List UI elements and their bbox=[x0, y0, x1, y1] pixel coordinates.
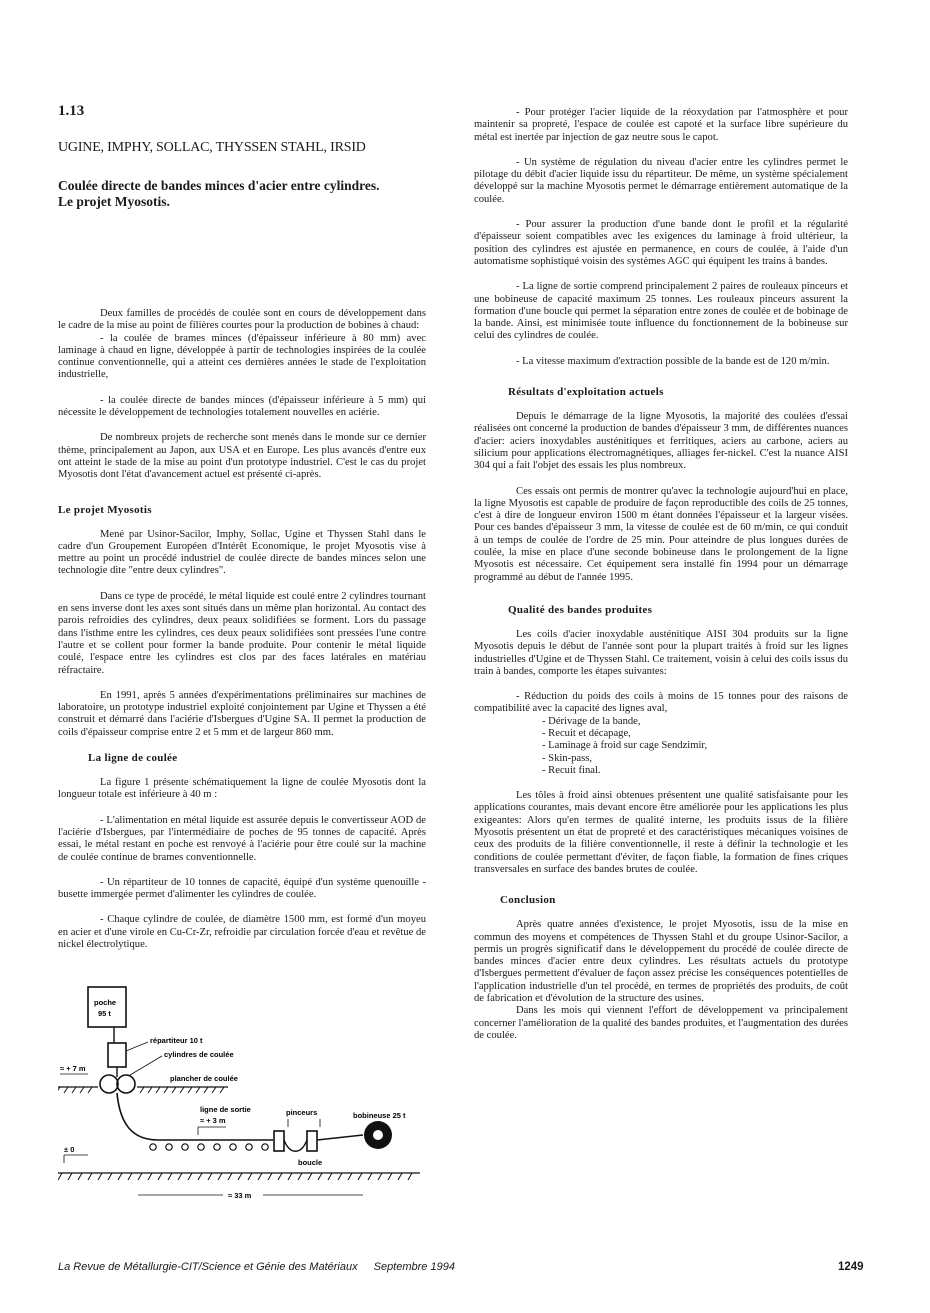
list-item: - Réduction du poids des coils à moins de 15 tonnes pour des raisons de compatibilité avec la capacité des lignes aval, bbox=[474, 691, 848, 715]
ladle-shape bbox=[88, 987, 126, 1027]
paragraph: - Chaque cylindre de coulée, de diamètre 1500 mm, est formé d'un moyeu en acier et d'une virole en Cu-Cr-Zr, refroidie par circulation forcée d'eau et revêtue de nickel électrolytique. bbox=[58, 914, 426, 950]
paragraph: - La vitesse maximum d'extraction possible de la bande est de 120 m/min. bbox=[516, 355, 830, 367]
paragraph: La figure 1 présente schématiquement la ligne de coulée Myosotis dont la longueur totale est inférieure à 40 m : bbox=[58, 777, 426, 801]
section-heading-projet: Le projet Myosotis bbox=[58, 503, 152, 516]
authors: UGINE, IMPHY, SOLLAC, THYSSEN STAHL, IRSID bbox=[58, 140, 366, 155]
article-title-line2: Le projet Myosotis. bbox=[58, 194, 170, 209]
loop-label: boucle bbox=[298, 1158, 323, 1167]
tundish-shape bbox=[108, 1043, 126, 1067]
footer-journal bbox=[58, 1261, 455, 1273]
exit-line-label: ligne de sortie bbox=[200, 1105, 251, 1114]
list-item: - Laminage à froid sur cage Sendzimir, bbox=[542, 740, 708, 752]
casting-line-diagram bbox=[58, 985, 428, 1210]
paragraph: En 1991, après 5 années d'expérimentations préliminaires sur machines de laboratoire, un prototype industriel exploité conjointement par Ugine et Thyssen a été construit et démarré dans l'aciérie d'Isbergues d'Ugine SA. Il permet la production de coils d'épaisseur comprise entre 2 et 5 mm et de largeur 860 mm. bbox=[58, 689, 426, 738]
issue-date: Septembre 1994 bbox=[373, 1261, 455, 1273]
journal-name: La Revue de Métallurgie-CIT/Science et Génie des Matériaux bbox=[58, 1261, 358, 1273]
paragraph: - La ligne de sortie comprend principalement 2 paires de rouleaux pinceurs et une bobineuse de capacité maximum 25 tonnes. Les rouleaux pinceurs assurent la formation d'une boucle qui permet la séparation entre zones de coulée et de bobinage de la bande. Ainsi, est minimisée toute influence du fonctionnement de la bobineuse sur celui des cylindres de coulée. bbox=[474, 281, 848, 342]
paragraph: Depuis le démarrage de la ligne Myosotis, la majorité des coulées d'essai réalisées ont concerné la production de bandes d'épaisseur 3 mm, de différentes nuances d'acier: aciers inoxydables austénitiques et ferritiques, aciers au carbone, aciers au silicium pour applications électromagnétiques, alliages fer-nickel. C'est la nuance AISI 304 qui a fait l'objet des essais les plus nombreux. bbox=[474, 411, 848, 472]
tundish-label: répartiteur 10 t bbox=[150, 1036, 203, 1045]
casting-roll-left bbox=[100, 1075, 118, 1093]
rolls-label: cylindres de coulée bbox=[164, 1050, 234, 1059]
paragraph: - Pour protéger l'acier liquide de la réoxydation par l'atmosphère et pour maintenir sa propreté, l'espace de coulée est capoté et la surface libre supérieure du métal est inertée par injection de gaz neutre sous le capot. bbox=[474, 107, 848, 143]
list-item: - Skin-pass, bbox=[542, 752, 593, 764]
section-heading-qualite: Qualité des bandes produites bbox=[508, 603, 653, 616]
level-mid-label: ≈ + 3 m bbox=[200, 1116, 226, 1125]
coiler-label: bobineuse 25 t bbox=[353, 1111, 406, 1120]
left-column bbox=[58, 103, 426, 951]
paragraph: - Un système de régulation du niveau d'acier entre les cylindres permet le pilotage du débit d'acier liquide issu du répartiteur. De même, un système spécialement développé sur la machine Myosotis permet le démarrage entièrement automatique de la coulée. bbox=[474, 156, 848, 205]
paragraph: Dans les mois qui viennent l'effort de développement va principalement concerner l'amélioration de la qualité des bandes produites, et l'augmentation des durées de coulée. bbox=[474, 1005, 848, 1041]
paragraph: Les tôles à froid ainsi obtenues présentent une qualité satisfaisante pour les applications courantes, mais devant encore être améliorée pour les applications les plus exigeantes: Alors qu'en termes de qualité interne, les produits issus de la filière Myosotis présentent un état de propreté et des caractéristiques mécaniques voisines de ceux des produits de la filière conventionnelle, il reste à définir la technologie et les conditions de coulée permettant d'éviter, de façon fiable, la formation de fines criques transversales en surface des bandes brutes de coulée. bbox=[474, 790, 848, 875]
paragraph: Les coils d'acier inoxydable austénitique AISI 304 produits sur la ligne Myosotis depuis le début de l'année sont pour la plupart traités à froid sur les lignes industrielles d'Ugine et de Thyssen Stahl. Ce traitement, voisin à celui des coils issus du train à bandes, comporte les étapes suivantes: bbox=[474, 628, 848, 677]
paragraph: Après quatre années d'existence, le projet Myosotis, issu de la mise en commun des moyens et compétences de Thyssen Stahl et du groupe Usinor-Sacilor, a permis un progrès significatif dans le développement du procédé de coulée directe de bandes minces d'acier entre deux cylindres. Les résultats actuels du prototype d'Isbergues permettent d'évaluer de façon assez précise les conséquences potentielles de l'application industrielle d'un tel procédé, en termes de propriétés des produits, de coût de fabrication et d'évolution de la structure des usines. bbox=[474, 919, 848, 1005]
article-title-line1: Coulée directe de bandes minces d'acier entre cylindres. bbox=[58, 178, 380, 193]
paragraph: Dans ce type de procédé, le métal liquide est coulé entre 2 cylindres tournant en sens inverse dont les axes sont situés dans un même plan horizontal. Au contact des parois refroidies des cylindres, deux peaux solidifiées se forment. Lors du passage dans l'isthme entre les cylindres, ces deux peaux solidifiées sont pressées l'une contre l'autre et se collent pour former la bande produite. Pour contenir le métal liquide coulé, l'espace entre les cylindres est clos par des faces latérales en matériau réfractaire. bbox=[58, 590, 426, 676]
paragraph: Mené par Usinor-Sacilor, Imphy, Sollac, Ugine et Thyssen Stahl dans le cadre d'un Groupement Européen d'Intérêt Economique, le projet Myosotis vise à mettre au point un procédé industriel de coulée directe de bandes minces selon une technologie dite "entre deux cylindres". bbox=[58, 528, 426, 577]
paragraph: De nombreux projets de recherche sont menés dans le monde sur ce dernier thème, principalement au Japon, aux USA et en Europe. Les plus avancés d'entre eux ont atteint le stade de la mise au point d'un prototype industriel. C'est le cas du projet Myosotis dont l'état d'avancement actuel est présenté ci-après. bbox=[58, 432, 426, 481]
pinch-roll-2 bbox=[307, 1131, 317, 1151]
floor-label: plancher de coulée bbox=[170, 1074, 238, 1083]
paragraph: - la coulée directe de bandes minces (d'épaisseur inférieure à 5 mm) qui nécessite le développement de technologies totalement nouvelles en aciérie. bbox=[58, 394, 426, 419]
ladle-capacity: 95 t bbox=[98, 1009, 111, 1018]
section-heading-resultats: Résultats d'exploitation actuels bbox=[508, 386, 664, 399]
ladle-label: poche bbox=[94, 998, 117, 1007]
level-zero-label: ± 0 bbox=[64, 1145, 75, 1154]
section-heading-ligne: La ligne de coulée bbox=[88, 752, 178, 765]
list-item: - Dérivage de la bande, bbox=[542, 715, 641, 727]
pinch-rolls-label: pinceurs bbox=[286, 1108, 318, 1117]
paragraph: - Un répartiteur de 10 tonnes de capacité, équipé d'un système quenouille - busette immergée permet d'alimenter les cylindres de coulée. bbox=[58, 876, 426, 901]
section-number: 1.13 bbox=[58, 103, 85, 119]
level-top-label: ≈ + 7 m bbox=[60, 1064, 86, 1073]
paragraph: Deux familles de procédés de coulée sont en cours de développement dans le cadre de la mise au point de filières courtes pour la production de bobines à chaud: bbox=[58, 308, 426, 332]
casting-roll-right bbox=[117, 1075, 135, 1093]
treatment-steps-list bbox=[474, 716, 848, 777]
paragraph: - L'alimentation en métal liquide est assurée depuis le convertisseur AOD de l'aciérie d'Isbergues, par l'intermédiaire de poches de 95 tonnes de capacité. Après essai, le métal restant en poche est renvoyé à l'aciérie pour être coulé sur la machine de coulée continue de brames conventionnelle. bbox=[58, 814, 426, 863]
paragraph: - Pour assurer la production d'une bande dont le profil et la régularité d'épaisseur soient compatibles avec les exigences du laminage à froid ultérieur, la position des cylindres est ajustée en permanence, en cours de coulée, à l'aide d'un automatisme sophistiqué voisin des systèmes AGC qui équipent les trains à bandes. bbox=[474, 219, 848, 267]
list-item: - Recuit final. bbox=[542, 764, 601, 776]
figure-casting-line bbox=[58, 985, 428, 1210]
length-label: ≈ 33 m bbox=[228, 1191, 252, 1200]
page-number: 1249 bbox=[838, 1261, 864, 1273]
paragraph: Ces essais ont permis de montrer qu'avec la technologie aujourd'hui en place, la ligne Myosotis est capable de produire de façon reproductible des coils de 25 tonnes, c'est à dire de longueur environ 1500 m étant données l'épaisseur et la largeur visées. Pour ces bandes d'épaisseur 3 mm, la vitesse de coulée est de 60 m/min, ce qui conduit à un temps de coulée de l'ordre de 25 min. Pour atteindre de plus longues durées de coulée, la mise en place d'une seconde bobineuse dans le prolongement de la ligne Myosotis est nécessaire. Cet équipement sera installé fin 1994 pour un démarrage programmé au début de l'année 1995. bbox=[474, 485, 848, 583]
paragraph: - la coulée de brames minces (d'épaisseur inférieure à 80 mm) avec laminage à chaud en ligne, développée à partir de technologies inspirées de la coulée continue conventionnelle, qui a atteint ces dernières années le stade de l'exploitation industrielle, bbox=[58, 332, 426, 381]
right-column bbox=[474, 107, 848, 1042]
section-heading-conclusion: Conclusion bbox=[500, 894, 556, 907]
list-item: - Recuit et décapage, bbox=[542, 727, 631, 739]
pinch-roll-1 bbox=[274, 1131, 284, 1151]
